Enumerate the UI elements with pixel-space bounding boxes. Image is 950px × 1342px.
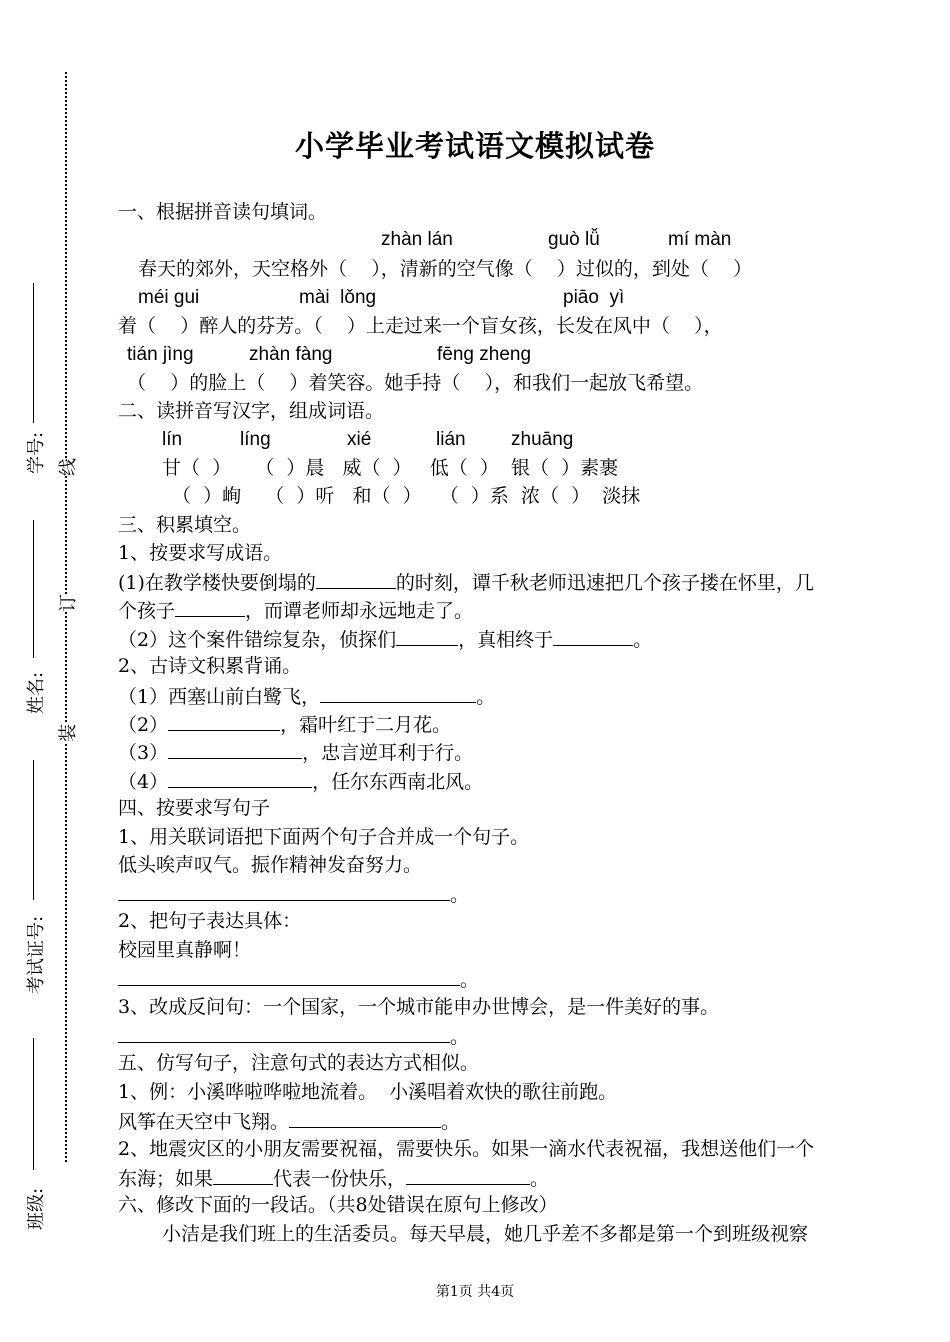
correction-paragraph: 小洁是我们班上的生活委员。每天早晨，她几乎差不多都是第一个到班级视察: [162, 1223, 809, 1245]
combine-answer-blank[interactable]: [118, 882, 450, 901]
pinyin-lin: lín: [162, 429, 183, 450]
combine-question: 1、用关联词语把下面两个句子合并成一个句子。: [118, 826, 530, 848]
pinyin-fengzheng: fēng zheng: [437, 344, 532, 365]
imitate-blank-1[interactable]: [289, 1109, 441, 1128]
idiom-blank-1[interactable]: [316, 570, 396, 589]
section-2-heading: 二、读拼音写汉字，组成词语。: [118, 400, 385, 422]
sentence-line-3: （ ）的脸上（ ）着笑容。她手持（ ），和我们一起放飞希望。: [127, 372, 704, 394]
name-label: 姓名:: [26, 671, 48, 715]
pinyin-tianjing: tián jìng: [127, 344, 194, 365]
binding-char-xian: 线: [52, 458, 82, 476]
word-row-2: （ ）峋 （ ）听 和（ ） （ ）系 浓（ ） 淡抹: [172, 485, 641, 507]
expand-answer-line: 。: [118, 967, 479, 991]
name-line: [33, 520, 34, 658]
pinyin-mailong: mài lǒng: [299, 287, 377, 308]
binding-char-zhuang: 装: [52, 724, 82, 742]
class-line: [33, 1038, 34, 1170]
expand-sentence: 校园里真静啊！: [118, 939, 252, 961]
binding-char-ding: 订: [52, 594, 82, 612]
student-id-line: [33, 283, 34, 423]
section-6-heading: 六、修改下面的一段话。（共8处错误在原句上修改）: [118, 1194, 558, 1216]
section-5-heading: 五、仿写句子，注意句式的表达方式相似。: [118, 1052, 480, 1074]
imitate-line-2: 东海；如果 代表一份快乐， 。: [118, 1168, 550, 1190]
idiom-blank-4[interactable]: [553, 627, 633, 646]
section-1-heading: 一、根据拼音读句填词。: [118, 201, 328, 223]
class-label: 班级:: [26, 1187, 48, 1231]
pinyin-guolv: guò lǚ: [548, 229, 600, 250]
pinyin-zhuang: zhuāng: [511, 429, 574, 450]
poem-blank-3[interactable]: [168, 740, 302, 759]
poem-blank-2[interactable]: [168, 712, 280, 731]
idiom-question: 1、按要求写成语。: [118, 542, 283, 564]
expand-answer-blank[interactable]: [118, 967, 460, 986]
imitate-example: 1、例：小溪哗啦哗啦地流着。 小溪唱着欢快的歌往前跑。: [118, 1081, 618, 1103]
exam-title: 小学毕业考试语文模拟试卷: [294, 129, 655, 163]
combine-answer-line: 。: [118, 882, 469, 906]
pinyin-meigui: méi gui: [138, 287, 200, 308]
poem-line-3: （3） ，忠言逆耳利于行。: [118, 742, 474, 764]
poem-line-1: （1）西塞山前白鹭飞， 。: [118, 686, 496, 708]
pinyin-miman: mí màn: [668, 229, 732, 250]
word-row-1: 甘（ ） （ ）晨 威（ ） 低（ ） 银（ ）素裹: [162, 457, 619, 479]
section-4-heading: 四、按要求写句子: [118, 797, 271, 819]
idiom-line-2: 个孩子 ，而谭老师却永远地走了。: [118, 600, 474, 622]
pinyin-piaoyi: piāo yì: [563, 287, 625, 308]
idiom-blank-2[interactable]: [175, 598, 245, 617]
idiom-line-3: （2）这个案件错综复杂，侦探们 ，真相终于 。: [118, 629, 653, 651]
imitate-question-2: 2、地震灾区的小朋友需要祝福，需要快乐。如果一滴水代表祝福，我想送他们一个: [118, 1138, 815, 1160]
binding-dotted-line: [65, 72, 67, 1162]
student-id-label: 学号:: [26, 431, 48, 475]
pinyin-zhanfang: zhàn fàng: [249, 344, 333, 365]
poem-blank-4[interactable]: [168, 769, 312, 788]
page-footer: 第1页 共4页: [435, 1284, 515, 1300]
sentence-line-2: 着（ ）醉人的芬芳。（ ）上走过来一个盲女孩，长发在风中（ ），: [118, 315, 723, 337]
rhetorical-answer-blank[interactable]: [118, 1024, 450, 1043]
idiom-line-1: (1)在教学楼快要倒塌的 的时刻，谭千秋老师迅速把几个孩子搂在怀里，几: [118, 572, 814, 594]
poem-question: 2、古诗文积累背诵。: [118, 655, 302, 677]
poem-blank-1[interactable]: [320, 684, 476, 703]
rhetorical-answer-line: 。: [118, 1024, 469, 1048]
poem-line-2: （2） ，霜叶红于二月花。: [118, 714, 452, 736]
pinyin-ling: líng: [240, 429, 271, 450]
exam-number-line: [33, 760, 34, 900]
expand-question: 2、把句子表达具体：: [118, 910, 302, 932]
imitate-blank-3[interactable]: [406, 1166, 530, 1185]
section-3-heading: 三、积累填空。: [118, 514, 252, 536]
pinyin-xie: xié: [347, 429, 372, 450]
sentence-line-1: 春天的郊外，天空格外（ ），清新的空气像（ ）过似的，到处（ ）: [138, 258, 753, 280]
pinyin-lian: lián: [436, 429, 466, 450]
pinyin-zhanlan: zhàn lán: [381, 229, 453, 250]
exam-number-label: 考试证号:: [26, 915, 48, 995]
imitate-blank-2[interactable]: [213, 1166, 273, 1185]
imitate-line-1: 风筝在天空中飞翔。 。: [118, 1111, 461, 1133]
combine-sentence: 低头唉声叹气。振作精神发奋努力。: [118, 854, 423, 876]
rhetorical-question: 3、改成反问句：一个国家，一个城市能申办世博会，是一件美好的事。: [118, 996, 720, 1018]
idiom-blank-3[interactable]: [396, 627, 458, 646]
poem-line-4: （4） ，任尔东西南北风。: [118, 771, 484, 793]
